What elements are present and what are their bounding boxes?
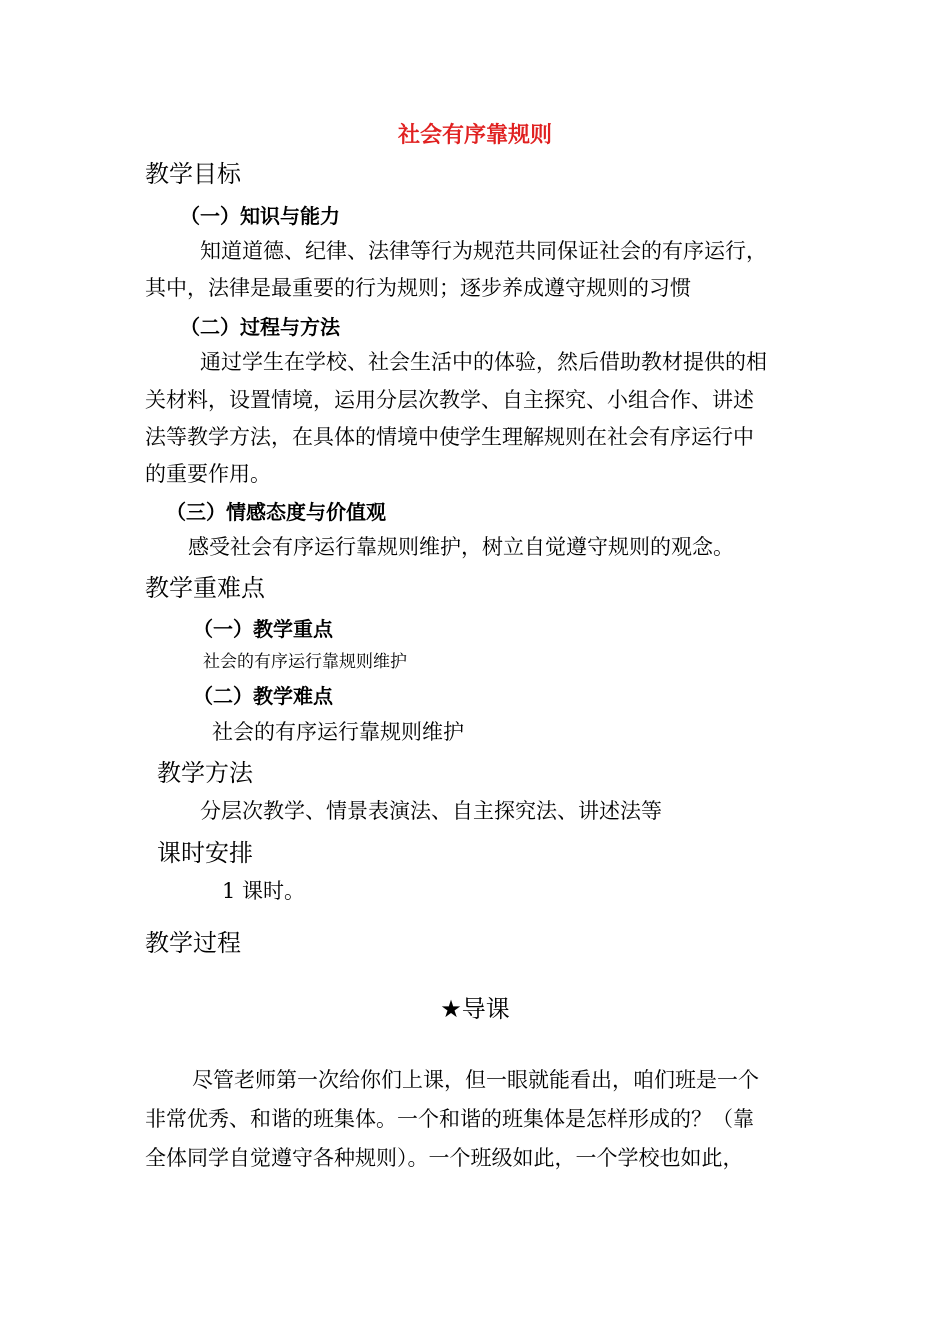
paragraph-line: 关材料，设置情境，运用分层次教学、自主探究、小组合作、讲述 — [145, 388, 754, 412]
paragraph-line: 知道道德、纪律、法律等行为规范共同保证社会的有序运行， — [200, 239, 767, 263]
section-heading-process: 教学过程 — [145, 929, 241, 957]
paragraph-line: 的重要作用。 — [145, 462, 271, 486]
methods-text: 分层次教学、情景表演法、自主探究法、讲述法等 — [200, 799, 662, 823]
schedule-text: 1 课时。 — [222, 879, 306, 903]
section-heading-methods: 教学方法 — [157, 759, 253, 787]
paragraph-line: 通过学生在学校、社会生活中的体验，然后借助教材提供的相 — [200, 350, 767, 374]
paragraph-line: 法等教学方法，在具体的情境中使学生理解规则在社会有序运行中 — [145, 425, 754, 449]
key-point-text: 社会的有序运行靠规则维护 — [203, 652, 407, 672]
difficult-point-text: 社会的有序运行靠规则维护 — [212, 720, 464, 744]
intro-heading: ★导课 — [440, 995, 510, 1023]
paragraph-line: 非常优秀、和谐的班集体。一个和谐的班集体是怎样形成的？（靠 — [145, 1107, 754, 1131]
subheading-emotion: （三）情感态度与价值观 — [166, 500, 386, 524]
section-heading-objectives: 教学目标 — [145, 160, 241, 188]
subheading-difficult: （二）教学难点 — [193, 684, 333, 708]
subheading-key: （一）教学重点 — [193, 617, 333, 641]
paragraph-line: 其中，法律是最重要的行为规则；逐步养成遵守规则的习惯 — [145, 276, 691, 300]
paragraph-line: 感受社会有序运行靠规则维护，树立自觉遵守规则的观念。 — [188, 535, 734, 559]
page-title: 社会有序靠规则 — [397, 122, 552, 148]
section-heading-schedule: 课时安排 — [157, 839, 253, 867]
paragraph-line: 尽管老师第一次给你们上课，但一眼就能看出，咱们班是一个 — [192, 1068, 759, 1092]
paragraph-line: 全体同学自觉遵守各种规则）。一个班级如此，一个学校也如此， — [145, 1146, 744, 1170]
subheading-process: （二）过程与方法 — [180, 315, 340, 339]
section-heading-key-points: 教学重难点 — [145, 574, 265, 602]
subheading-knowledge: （一）知识与能力 — [180, 204, 340, 228]
